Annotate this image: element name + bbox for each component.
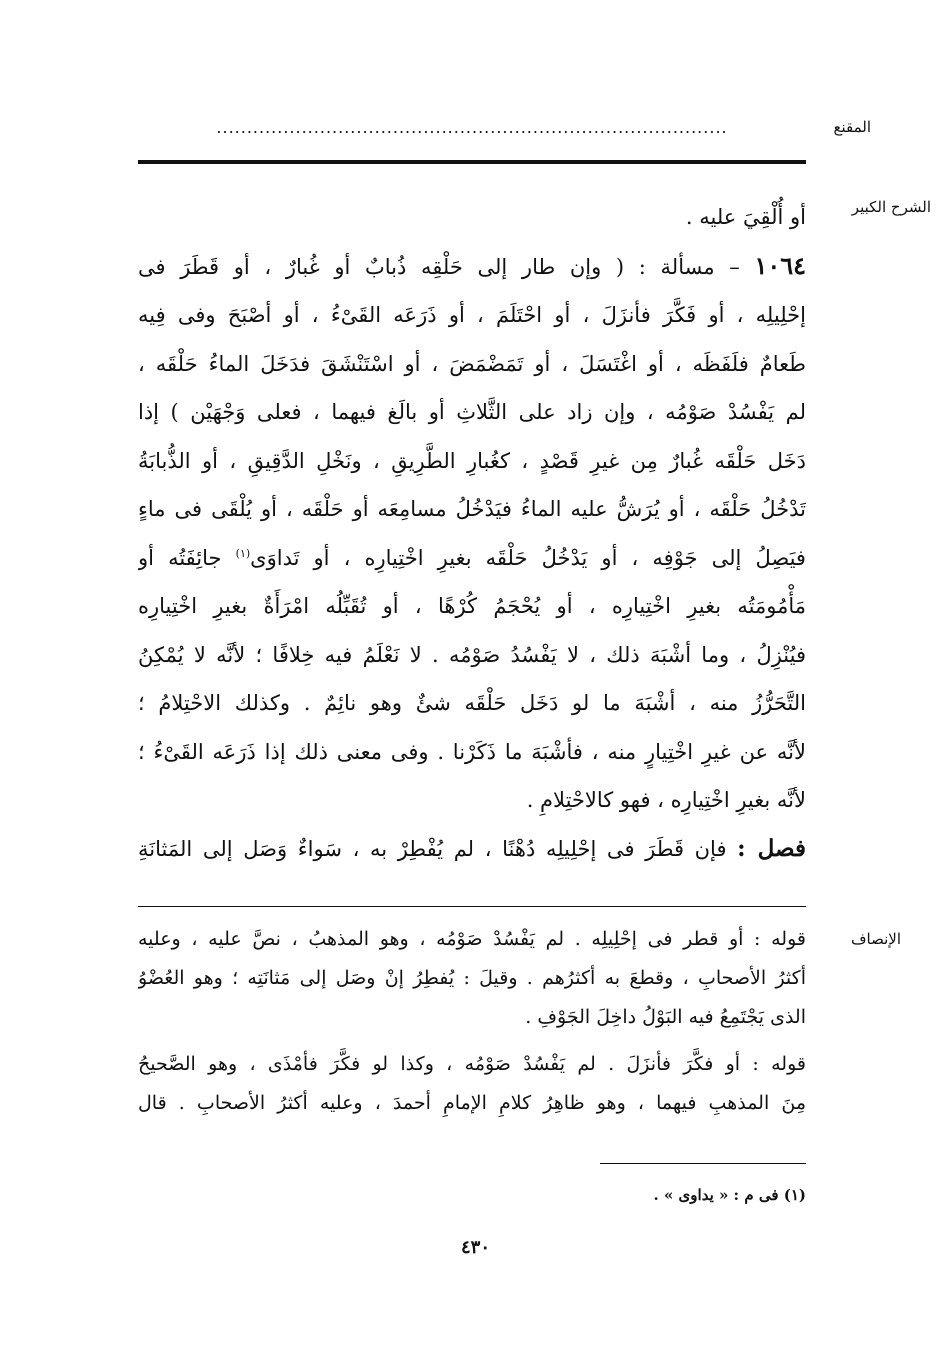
paragraph-gap: [138, 1037, 806, 1045]
insaf-line: قوله : أو فكَّرَ فأنزَلَ . لم يَفْسُدْ صَوْمُه ، وكذا لو فكَّرَ فأمْذَى ، وهو الصَّحيحُ: [138, 1053, 806, 1075]
footnote-reference[interactable]: (١): [235, 546, 251, 560]
insaf-line: مِنَ المذهبِ فيهما ، وهو ظاهِرُ كلامِ الإمامِ أحمدَ ، وعليه أكثرُ الأصحابِ . قال: [138, 1092, 806, 1114]
main-line: فيُنْزِلُ ، وما أشْبَهَ ذلك ، لا يَفْسُدُ صَوْمُه . لا نَعْلَمُ فيه خِلافًا ؛ لأنَّه لا يُمْكِنُ: [138, 642, 806, 667]
main-text: [138, 193, 806, 873]
insaf-line: الذى يَجْتَمِعُ فيه البَوْلُ داخِلَ الجَوْفِ .: [525, 1006, 806, 1028]
fasl-text: فإن قَطَرَ فى إحْلِيلِه دُهْنًا ، لم يُفْطِرْ به ، سَواءٌ وَصَل إلى المَثانَةِ: [138, 836, 727, 861]
main-line: تَدْخُلُ حَلْقَه ، أو يُرَشُّ عليه الماءُ فيَدْخُلُ مسامِعَه أو حَلْقَه ، أو يُلْقَى فى ماءٍ: [138, 497, 806, 521]
fasl-line: [138, 825, 806, 874]
insaf-text: [138, 920, 806, 1123]
main-line: لأنَّه عن غيرِ اخْتِيارٍ منه ، فأشْبَهَ ما ذَكَرْنا . وفى معنى ذلك إذا ذَرَعَه القَىْءُ ؛: [138, 739, 806, 764]
side-label-sharh: الشرح الكبير: [851, 198, 931, 216]
side-label-insaf: الإنصاف: [850, 930, 901, 948]
main-line: أو أُلْقِيَ عليه .: [685, 205, 806, 229]
page-number: ٤٣٠: [460, 1237, 490, 1258]
main-line: التَّحَرُّزُ منه ، أشْبَهَ ما لو دَخَل حَلْقَه شئٌ وهو نائِمٌ . وكذلك الاحْتِلامُ ؛: [138, 691, 806, 715]
header-dotted-line: ....................................................................................: [216, 118, 728, 137]
insaf-line: أكثرُ الأصحابِ ، وقطعَ به أكثرُهم . وقيلَ : يُفطِرُ إنْ وصَل إلى مَثانَتِه ؛ وهو العُضْوُ: [138, 967, 806, 989]
masala-number: ١٠٦٤: [754, 250, 806, 280]
main-line-with-footnote-ref: [138, 534, 806, 583]
main-line: لم يَفْسُدْ صَوْمُه ، وإن زاد على الثَّلاثِ أو بالَغ فيهما ، فعلى وَجْهَيْن ) إذا: [138, 400, 806, 424]
insaf-line: قوله : أو قطر فى إحْلِيلِه . لم يَفْسُدْ صَوْمُه ، وهو المذهبُ ، نصَّ عليه ، وعليه: [138, 928, 806, 950]
masala-line: [138, 242, 806, 292]
fasl-label: فصل :: [737, 834, 806, 862]
main-line: دَخَل حَلْقَه غُبارٌ مِن غيرِ قَصْدٍ ، كغُبارِ الطَّرِيقِ ، ونَخْلِ الدَّقِيقِ ، أو الذُّبابَةُ: [138, 448, 806, 473]
line-text-before-ref: فيَصِلُ إلى جَوْفِه ، أو يَدْخُلُ حَلْقَه بغيرِ اخْتِيارِه ، أو تَداوَى: [250, 545, 806, 570]
header-rule: [138, 160, 806, 164]
section-divider: [138, 906, 806, 907]
main-line: لأنَّه بغيرِ اخْتِيارِه ، فهو كالاحْتِلامِ .: [526, 788, 806, 812]
main-line: إحْلِيلِه ، أو فَكَّرَ فأنزَلَ ، أو احْتَلَمَ ، أو ذَرَعَه القَىْءُ ، أو أصْبَحَ وفى فِيه: [138, 303, 806, 327]
running-header-book-title: المقنع: [833, 118, 871, 136]
main-line: مَأْمُومَتُه بغيرِ اخْتِيارِه ، أو يُحْجَمُ كُرْهًا ، أو تُقَبِّلُه امْرَأَةٌ بغيرِ اخْتِيارِه: [138, 594, 806, 618]
footnote: (١) فى م : « يداوى » .: [653, 1186, 806, 1204]
main-line: طَعامٌ فلَفَظَه ، أو اغْتَسَلَ ، أو تَمَضْمَضَ ، أو اسْتَنْشَقَ فدَخَلَ الماءُ حَلْقَه ،: [138, 351, 806, 376]
footnote-rule: [600, 1163, 806, 1164]
line-text-after-ref: جائِفَتُه أو: [138, 545, 222, 570]
masala-text: – مسألة : ( وإن طار إلى حَلْقِه ذُبابٌ أو غُبارٌ ، أو قَطَرَ فى: [138, 254, 740, 279]
